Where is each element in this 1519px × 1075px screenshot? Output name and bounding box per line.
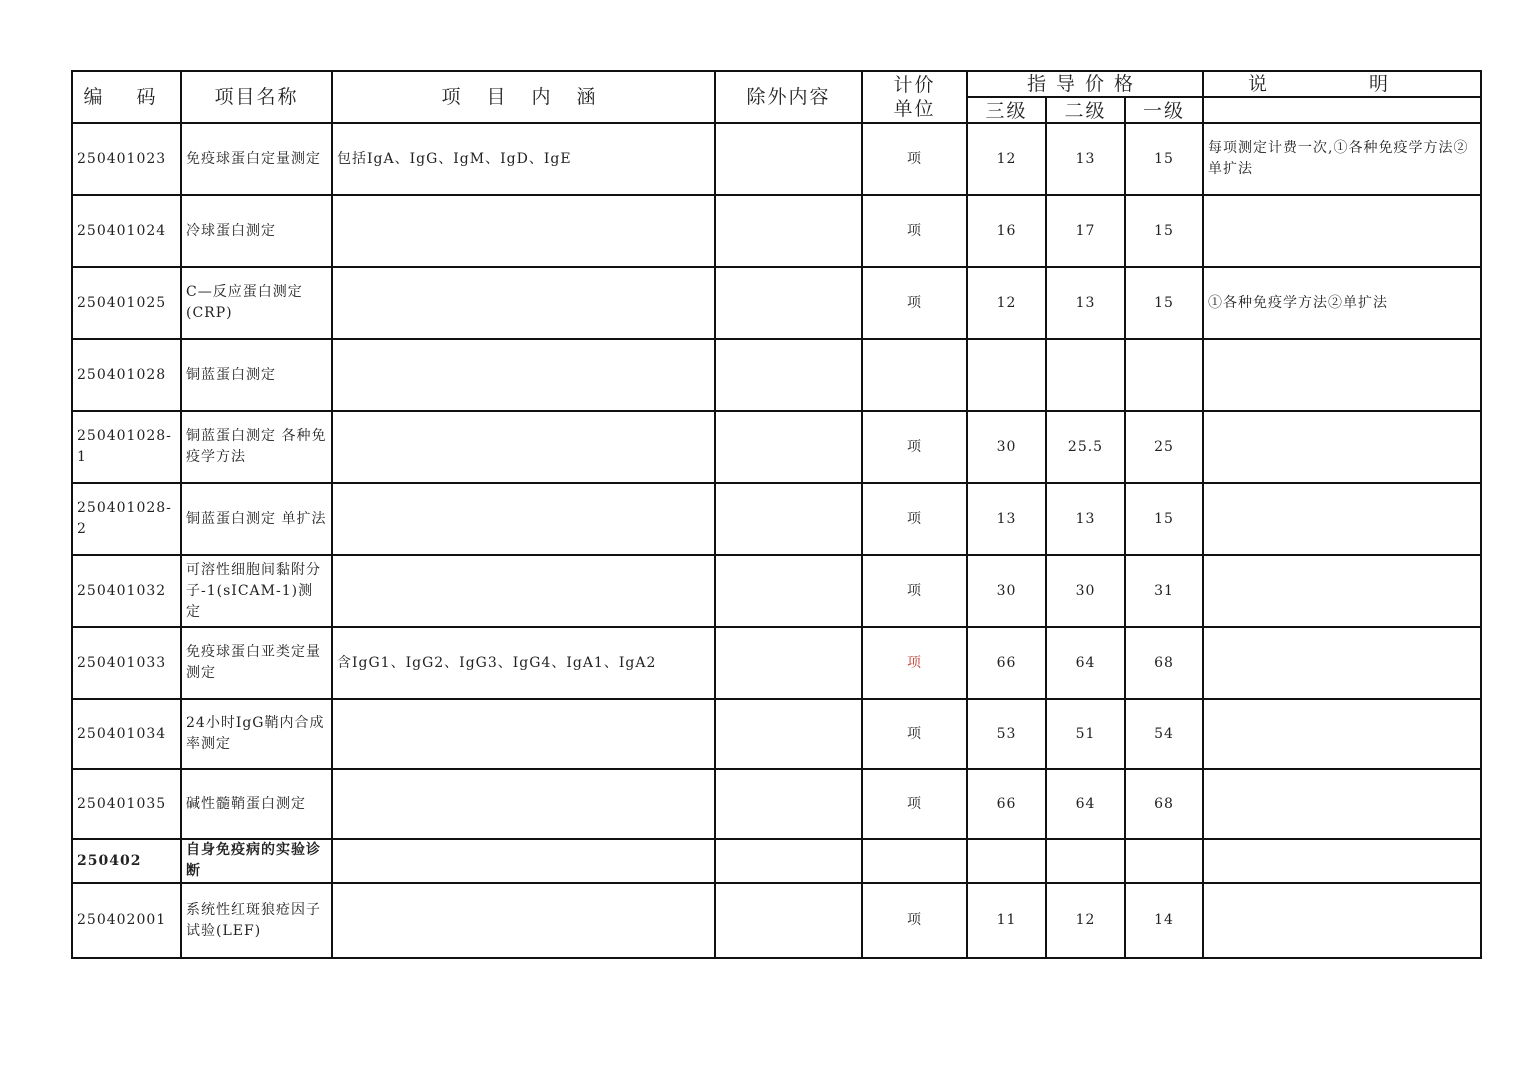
- price-level2-cell: 64: [1046, 627, 1125, 699]
- table-row: [72, 627, 1481, 699]
- notes-cell: [1203, 555, 1481, 627]
- content-cell: [332, 483, 715, 555]
- table-row: [72, 195, 1481, 267]
- price-level2-cell: 13: [1046, 123, 1125, 195]
- price-level3-cell: 30: [967, 411, 1046, 483]
- table-row: [72, 769, 1481, 839]
- header-unit-bottom: 单位: [893, 98, 936, 120]
- code-cell: 250401032: [72, 555, 181, 627]
- code-cell: 250401035: [72, 769, 181, 839]
- content-cell: [332, 769, 715, 839]
- exclusions-cell: [715, 769, 862, 839]
- table-row: [72, 339, 1481, 411]
- content-cell: [332, 195, 715, 267]
- content-cell: [332, 555, 715, 627]
- unit-cell: 项: [862, 769, 967, 839]
- code-cell: 250401028-1: [72, 411, 181, 483]
- code-cell: 250401034: [72, 699, 181, 769]
- table-row: [72, 267, 1481, 339]
- price-level2-cell: 51: [1046, 699, 1125, 769]
- table-row: [72, 483, 1481, 555]
- code-cell: 250401028: [72, 339, 181, 411]
- price-level1-cell: 68: [1125, 627, 1203, 699]
- table-row: [72, 883, 1481, 958]
- table-row: [72, 411, 1481, 483]
- content-cell: [332, 839, 715, 883]
- header-content: 项 目 内 涵: [332, 71, 715, 123]
- exclusions-cell: [715, 411, 862, 483]
- price-level1-cell: 54: [1125, 699, 1203, 769]
- price-level2-cell: 13: [1046, 267, 1125, 339]
- unit-cell: 项: [862, 699, 967, 769]
- header-code: 编 码: [72, 71, 181, 123]
- price-level3-cell: [967, 839, 1046, 883]
- exclusions-cell: [715, 267, 862, 339]
- content-cell: 含IgG1、IgG2、IgG3、IgG4、IgA1、IgA2: [332, 627, 715, 699]
- price-level1-cell: [1125, 839, 1203, 883]
- content-cell: [332, 883, 715, 958]
- price-level2-cell: 13: [1046, 483, 1125, 555]
- unit-cell: [862, 839, 967, 883]
- name-cell: 免疫球蛋白亚类定量测定: [181, 627, 332, 699]
- table-body: [72, 123, 1481, 958]
- code-cell: 250401024: [72, 195, 181, 267]
- price-level1-cell: 68: [1125, 769, 1203, 839]
- notes-cell: [1203, 883, 1481, 958]
- notes-cell: 每项测定计费一次,①各种免疫学方法②单扩法: [1203, 123, 1481, 195]
- name-cell: 系统性红斑狼疮因子试验(LEF): [181, 883, 332, 958]
- code-cell: 250401028-2: [72, 483, 181, 555]
- price-level2-cell: 12: [1046, 883, 1125, 958]
- unit-cell: 项: [862, 483, 967, 555]
- unit-cell: [862, 339, 967, 411]
- unit-cell: 项: [862, 123, 967, 195]
- header-level2: 二级: [1046, 97, 1125, 123]
- exclusions-cell: [715, 195, 862, 267]
- content-cell: [332, 411, 715, 483]
- header-row-top: [72, 71, 1481, 97]
- header-notes-blank: [1203, 97, 1481, 123]
- header-level3: 三级: [967, 97, 1046, 123]
- price-level2-cell: 17: [1046, 195, 1125, 267]
- unit-cell: 项: [862, 627, 967, 699]
- notes-cell: [1203, 195, 1481, 267]
- name-cell: C—反应蛋白测定(CRP): [181, 267, 332, 339]
- exclusions-cell: [715, 339, 862, 411]
- content-cell: [332, 339, 715, 411]
- table-row: [72, 123, 1481, 195]
- price-level1-cell: 14: [1125, 883, 1203, 958]
- name-cell: 铜蓝蛋白测定 各种免疫学方法: [181, 411, 332, 483]
- price-level3-cell: 66: [967, 769, 1046, 839]
- price-level2-cell: 30: [1046, 555, 1125, 627]
- name-cell: 铜蓝蛋白测定 单扩法: [181, 483, 332, 555]
- name-cell: 铜蓝蛋白测定: [181, 339, 332, 411]
- exclusions-cell: [715, 627, 862, 699]
- price-level1-cell: 15: [1125, 123, 1203, 195]
- content-cell: [332, 267, 715, 339]
- unit-cell: 项: [862, 411, 967, 483]
- unit-cell: 项: [862, 267, 967, 339]
- header-unit: [862, 71, 967, 123]
- price-level3-cell: 30: [967, 555, 1046, 627]
- header-level1: 一级: [1125, 97, 1203, 123]
- name-cell: 碱性髓鞘蛋白测定: [181, 769, 332, 839]
- notes-cell: [1203, 769, 1481, 839]
- price-table: [71, 70, 1482, 959]
- name-cell: 自身免疫病的实验诊断: [181, 839, 332, 883]
- header-price-group: 指导价格: [967, 71, 1203, 97]
- code-cell: 250402: [72, 839, 181, 883]
- notes-cell: [1203, 339, 1481, 411]
- price-level3-cell: 11: [967, 883, 1046, 958]
- notes-cell: [1203, 627, 1481, 699]
- price-level1-cell: [1125, 339, 1203, 411]
- price-level3-cell: 12: [967, 123, 1046, 195]
- code-cell: 250401033: [72, 627, 181, 699]
- unit-cell: 项: [862, 195, 967, 267]
- exclusions-cell: [715, 839, 862, 883]
- price-level3-cell: 16: [967, 195, 1046, 267]
- table-row: [72, 555, 1481, 627]
- price-level2-cell: 25.5: [1046, 411, 1125, 483]
- notes-cell: [1203, 483, 1481, 555]
- price-level3-cell: [967, 339, 1046, 411]
- notes-cell: [1203, 411, 1481, 483]
- price-level1-cell: 15: [1125, 195, 1203, 267]
- header-name: 项目名称: [181, 71, 332, 123]
- price-level2-cell: [1046, 339, 1125, 411]
- notes-cell: [1203, 839, 1481, 883]
- code-cell: 250401025: [72, 267, 181, 339]
- exclusions-cell: [715, 555, 862, 627]
- exclusions-cell: [715, 699, 862, 769]
- price-level3-cell: 13: [967, 483, 1046, 555]
- exclusions-cell: [715, 883, 862, 958]
- table-row: [72, 699, 1481, 769]
- price-level1-cell: 25: [1125, 411, 1203, 483]
- name-cell: 可溶性细胞间黏附分子-1(sICAM-1)测定: [181, 555, 332, 627]
- header-notes: 说 明: [1203, 71, 1481, 97]
- code-cell: 250402001: [72, 883, 181, 958]
- price-level3-cell: 53: [967, 699, 1046, 769]
- exclusions-cell: [715, 483, 862, 555]
- content-cell: [332, 699, 715, 769]
- price-level2-cell: 64: [1046, 769, 1125, 839]
- price-level1-cell: 31: [1125, 555, 1203, 627]
- price-level2-cell: [1046, 839, 1125, 883]
- exclusions-cell: [715, 123, 862, 195]
- name-cell: 冷球蛋白测定: [181, 195, 332, 267]
- price-level1-cell: 15: [1125, 483, 1203, 555]
- header-exclusions: 除外内容: [715, 71, 862, 123]
- notes-cell: ①各种免疫学方法②单扩法: [1203, 267, 1481, 339]
- code-cell: 250401023: [72, 123, 181, 195]
- price-level1-cell: 15: [1125, 267, 1203, 339]
- content-cell: 包括IgA、IgG、IgM、IgD、IgE: [332, 123, 715, 195]
- price-level3-cell: 12: [967, 267, 1046, 339]
- unit-cell: 项: [862, 555, 967, 627]
- unit-cell: 项: [862, 883, 967, 958]
- notes-cell: [1203, 699, 1481, 769]
- table-row: [72, 839, 1481, 883]
- price-level3-cell: 66: [967, 627, 1046, 699]
- header-unit-top: 计价: [893, 74, 936, 96]
- name-cell: 免疫球蛋白定量测定: [181, 123, 332, 195]
- name-cell: 24小时IgG鞘内合成率测定: [181, 699, 332, 769]
